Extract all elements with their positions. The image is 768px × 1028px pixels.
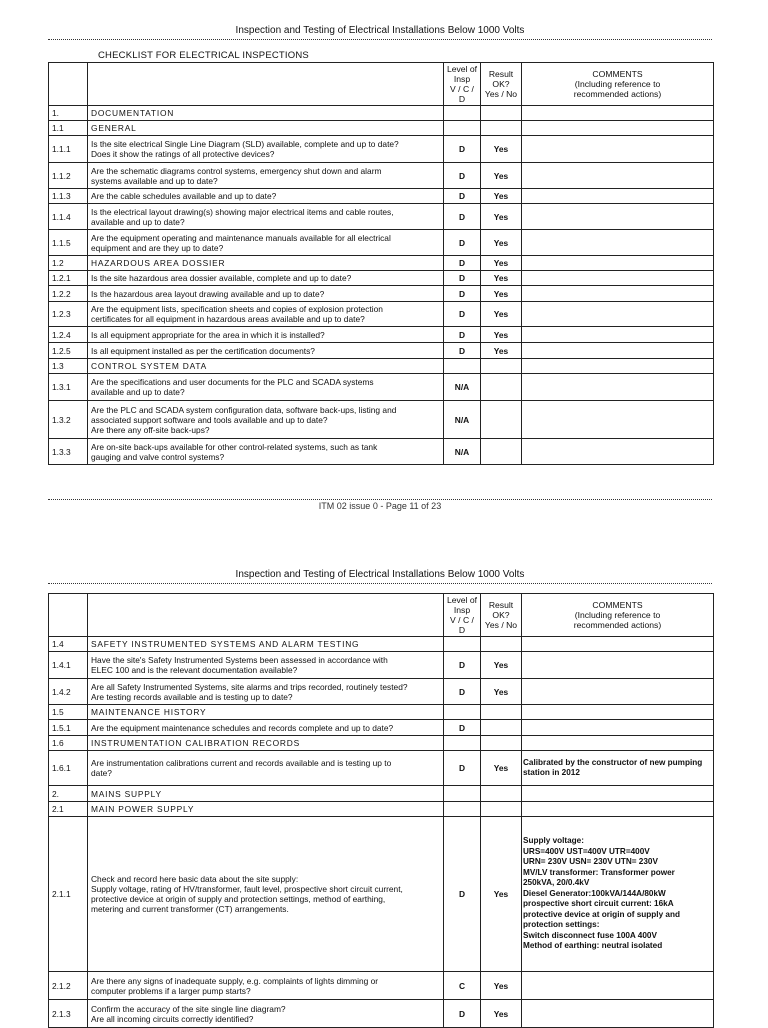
question-line: Does it show the ratings of all protective devices? xyxy=(91,149,275,159)
result-ok: Yes xyxy=(481,343,522,359)
item-question xyxy=(88,359,444,374)
comments-cell xyxy=(522,163,714,189)
item-number: 1.1.1 xyxy=(49,136,88,163)
comments-cell xyxy=(522,972,714,1000)
inspection-level: N/A xyxy=(444,439,481,465)
item-number: 1.1.5 xyxy=(49,230,88,256)
question-line: gauging and valve control systems? xyxy=(91,451,225,462)
table-header-row xyxy=(49,594,714,637)
item-question xyxy=(88,736,444,751)
question-column-header xyxy=(88,594,444,637)
item-question xyxy=(88,121,444,136)
table-row xyxy=(49,121,714,136)
result-ok: Yes xyxy=(481,286,522,302)
comments-cell xyxy=(522,286,714,302)
comments-cell xyxy=(522,1000,714,1028)
table-row xyxy=(49,136,714,163)
result-ok: Yes xyxy=(481,972,522,1000)
item-number: 2.1.3 xyxy=(49,1000,88,1028)
comments-column-header: COMMENTS (Including reference to recommended actions) xyxy=(522,63,714,106)
item-number: 1.1.3 xyxy=(49,189,88,204)
result-column-header: Result OK? Yes / No xyxy=(481,63,522,106)
result-ok: Yes xyxy=(481,679,522,705)
question-line: Confirm the accuracy of the site single line diagram? xyxy=(91,1003,286,1014)
inspection-level: D xyxy=(444,163,481,189)
table-row xyxy=(49,817,714,972)
item-question xyxy=(88,679,444,705)
inspection-level: D xyxy=(444,271,481,286)
table-body xyxy=(49,637,714,1028)
question-line: Is the electrical layout drawing(s) showing major electrical items and cable routes, xyxy=(91,206,394,217)
comment-line: Calibrated by the constructor of new pumping xyxy=(523,757,703,767)
question-line: INSTRUMENTATION CALIBRATION RECORDS xyxy=(91,738,300,748)
inspection-level: N/A xyxy=(444,374,481,401)
question-line: ELEC 100 and is the relevant documentation available? xyxy=(91,665,298,675)
inspection-level: D xyxy=(444,189,481,204)
table-row xyxy=(49,802,714,817)
comments-cell xyxy=(522,802,714,817)
question-line: Are the schematic diagrams control systems, emergency shut down and alarm xyxy=(91,165,382,176)
inspection-level xyxy=(444,802,481,817)
question-line: computer problems if a larger pump starts? xyxy=(91,985,251,996)
comments-cell xyxy=(522,736,714,751)
inspection-level: D xyxy=(444,256,481,271)
item-number: 2.1.1 xyxy=(49,817,88,972)
table-row xyxy=(49,286,714,302)
comments-column-header: COMMENTS (Including reference to recommended actions) xyxy=(522,594,714,637)
question-line: associated support software and tools available and up to date? xyxy=(91,414,328,425)
table-row xyxy=(49,652,714,679)
comment-line: Method of earthing: neutral isolated xyxy=(523,941,663,951)
table-row xyxy=(49,359,714,374)
question-line: Is the site electrical Single Line Diagram (SLD) available, complete and up to date? xyxy=(91,139,399,149)
item-number: 1.2.2 xyxy=(49,286,88,302)
item-number: 1.6.1 xyxy=(49,751,88,786)
item-question xyxy=(88,163,444,189)
comments-cell xyxy=(522,302,714,327)
comment-line: protective device at origin of supply and xyxy=(523,909,680,919)
result-ok: Yes xyxy=(481,302,522,327)
question-line: Check and record here basic data about the site supply: xyxy=(91,874,299,884)
item-number: 1.3.3 xyxy=(49,439,88,465)
level-column-header: Level of Insp V / C / D xyxy=(444,63,481,106)
table-row xyxy=(49,679,714,705)
comment-line: URN= 230V USN= 230V UTN= 230V xyxy=(523,857,658,867)
question-line: Are there any off-site back-ups? xyxy=(91,424,210,435)
question-line: CONTROL SYSTEM DATA xyxy=(91,361,208,371)
question-line: Are the cable schedules available and up to date? xyxy=(91,191,277,201)
question-line: protective device at origin of supply and protection settings, method of earthing, xyxy=(91,894,386,904)
result-ok: Yes xyxy=(481,189,522,204)
question-line: MAINS SUPPLY xyxy=(91,788,162,799)
comments-cell xyxy=(522,230,714,256)
item-number: 1.5.1 xyxy=(49,720,88,736)
comment-line: Diesel Generator:100kVA/144A/80kW xyxy=(523,888,666,898)
item-question xyxy=(88,652,444,679)
item-question xyxy=(88,972,444,1000)
result-ok: Yes xyxy=(481,163,522,189)
question-line: MAINTENANCE HISTORY xyxy=(91,707,207,717)
result-ok xyxy=(481,106,522,121)
result-ok xyxy=(481,786,522,802)
table-row xyxy=(49,401,714,439)
comment-line: URS=400V UST=400V UTR=400V xyxy=(523,846,650,856)
checklist-table-1 xyxy=(48,62,714,465)
comment-line: 250kVA, 20/0.4kV xyxy=(523,878,590,888)
item-number: 2.1 xyxy=(49,802,88,817)
table-row xyxy=(49,1000,714,1028)
item-number: 1.1.4 xyxy=(49,204,88,230)
result-ok: Yes xyxy=(481,256,522,271)
item-number: 2.1.2 xyxy=(49,972,88,1000)
item-question xyxy=(88,256,444,271)
item-number: 1. xyxy=(49,106,88,121)
table-row xyxy=(49,705,714,720)
result-ok: Yes xyxy=(481,230,522,256)
comment-line: prospective short circuit current: 16kA xyxy=(523,899,674,909)
page-header: Inspection and Testing of Electrical Installations Below 1000 Volts xyxy=(235,25,525,36)
item-number: 1.2 xyxy=(49,256,88,271)
item-number: 1.1.2 xyxy=(49,163,88,189)
comment-line: station in 2012 xyxy=(523,768,580,777)
comments-cell xyxy=(522,705,714,720)
result-ok xyxy=(481,401,522,439)
comments-cell xyxy=(522,256,714,271)
table-row xyxy=(49,271,714,286)
question-line: HAZARDOUS AREA DOSSIER xyxy=(91,258,226,268)
item-number: 1.2.1 xyxy=(49,271,88,286)
comments-cell xyxy=(522,271,714,286)
question-line: Are testing records available and is testing up to date? xyxy=(91,691,293,702)
question-line: Are there any signs of inadequate supply, e.g. complaints of lights dimming or xyxy=(91,975,379,986)
comments-cell xyxy=(522,136,714,163)
table-body xyxy=(49,106,714,465)
result-column-header: Result OK? Yes / No xyxy=(481,594,522,637)
inspection-level: D xyxy=(444,286,481,302)
checklist-table-2 xyxy=(48,593,714,1028)
question-line: Are on-site back-ups available for other control-related systems, such as tank xyxy=(91,441,378,452)
question-line: Supply voltage, rating of HV/transformer, fault level, prospective short circuit current, xyxy=(91,884,403,894)
question-line: DOCUMENTATION xyxy=(91,108,175,118)
table-row xyxy=(49,439,714,465)
comments-cell xyxy=(522,637,714,652)
comments-cell xyxy=(522,817,714,972)
question-line: systems available and up to date? xyxy=(91,175,218,186)
item-question xyxy=(88,705,444,720)
comments-cell xyxy=(522,327,714,343)
question-line: Are all Safety Instrumented Systems, site alarms and trips recorded, routinely tested? xyxy=(91,681,408,692)
inspection-level: D xyxy=(444,652,481,679)
inspection-level xyxy=(444,359,481,374)
result-ok xyxy=(481,720,522,736)
item-question xyxy=(88,327,444,343)
footer-divider xyxy=(48,499,712,500)
comments-cell xyxy=(522,786,714,802)
question-line: equipment and are they up to date? xyxy=(91,242,224,253)
question-line: available and up to date? xyxy=(91,387,185,397)
item-question xyxy=(88,204,444,230)
question-line: Are the equipment operating and maintenance manuals available for all electrical xyxy=(91,232,391,243)
question-column-header xyxy=(88,63,444,106)
item-number: 1.3.2 xyxy=(49,401,88,439)
inspection-level: D xyxy=(444,817,481,972)
result-ok: Yes xyxy=(481,271,522,286)
question-line: Is the site hazardous area dossier available, complete and up to date? xyxy=(91,273,352,283)
inspection-level: D xyxy=(444,343,481,359)
question-line: Have the site's Safety Instrumented Systems been assessed in accordance with xyxy=(91,655,388,665)
question-line: Are the PLC and SCADA system configuration data, software back-ups, listing and xyxy=(91,404,397,415)
result-ok xyxy=(481,439,522,465)
comments-cell xyxy=(522,343,714,359)
item-question xyxy=(88,720,444,736)
table-row xyxy=(49,736,714,751)
table-row xyxy=(49,637,714,652)
item-question xyxy=(88,751,444,786)
table-row xyxy=(49,720,714,736)
page-header-2: Inspection and Testing of Electrical Installations Below 1000 Volts xyxy=(235,569,525,580)
question-line: date? xyxy=(91,768,112,778)
result-ok: Yes xyxy=(481,327,522,343)
item-number: 2. xyxy=(49,786,88,802)
table-header-row xyxy=(49,63,714,106)
comments-cell xyxy=(522,720,714,736)
result-ok: Yes xyxy=(481,652,522,679)
inspection-level: D xyxy=(444,327,481,343)
table-row xyxy=(49,189,714,204)
item-question xyxy=(88,189,444,204)
item-question xyxy=(88,271,444,286)
question-line: Are all incoming circuits correctly identified? xyxy=(91,1013,254,1024)
table-row xyxy=(49,230,714,256)
comments-cell xyxy=(522,189,714,204)
result-ok: Yes xyxy=(481,204,522,230)
page-footer: ITM 02 issue 0 - Page 11 of 23 xyxy=(318,501,442,511)
inspection-level: D xyxy=(444,136,481,163)
comment-line: Switch disconnect fuse 100A 400V xyxy=(523,930,657,940)
item-number: 1.3.1 xyxy=(49,374,88,401)
inspection-level xyxy=(444,121,481,136)
comments-cell xyxy=(522,679,714,705)
item-number: 1.5 xyxy=(49,705,88,720)
inspection-level: D xyxy=(444,204,481,230)
table-row xyxy=(49,327,714,343)
result-ok xyxy=(481,374,522,401)
result-ok xyxy=(481,637,522,652)
item-question xyxy=(88,817,444,972)
inspection-level: D xyxy=(444,302,481,327)
inspection-level: D xyxy=(444,720,481,736)
table-row xyxy=(49,106,714,121)
result-ok: Yes xyxy=(481,817,522,972)
question-line: metering and current transformer (CT) arrangements. xyxy=(91,904,289,914)
question-line: SAFETY INSTRUMENTED SYSTEMS AND ALARM TESTING xyxy=(91,639,360,649)
question-line: Is all equipment appropriate for the area in which it is installed? xyxy=(91,329,325,340)
checklist-title: CHECKLIST FOR ELECTRICAL INSPECTIONS xyxy=(98,50,309,61)
comments-cell xyxy=(522,359,714,374)
item-question xyxy=(88,401,444,439)
item-number: 1.3 xyxy=(49,359,88,374)
comment-line: MV/LV transformer: Transformer power xyxy=(523,867,675,877)
item-number: 1.4.2 xyxy=(49,679,88,705)
number-column-header xyxy=(49,63,88,106)
table-row xyxy=(49,374,714,401)
item-question xyxy=(88,802,444,817)
question-line: available and up to date? xyxy=(91,216,185,227)
item-number: 1.1 xyxy=(49,121,88,136)
inspection-level: C xyxy=(444,972,481,1000)
item-number: 1.2.4 xyxy=(49,327,88,343)
item-question xyxy=(88,439,444,465)
item-number: 1.4.1 xyxy=(49,652,88,679)
question-line: certificates for all equipment in hazardous areas available and up to date? xyxy=(91,314,365,324)
item-question xyxy=(88,374,444,401)
table-row xyxy=(49,302,714,327)
item-number: 1.2.5 xyxy=(49,343,88,359)
inspection-level: D xyxy=(444,1000,481,1028)
item-question xyxy=(88,136,444,163)
comments-cell xyxy=(522,439,714,465)
table-row xyxy=(49,204,714,230)
item-question xyxy=(88,343,444,359)
header-divider-2 xyxy=(48,583,712,584)
inspection-level xyxy=(444,637,481,652)
comments-cell xyxy=(522,121,714,136)
header-divider xyxy=(48,39,712,40)
question-line: Is all equipment installed as per the certification documents? xyxy=(91,345,315,356)
result-ok xyxy=(481,802,522,817)
result-ok xyxy=(481,121,522,136)
comments-cell xyxy=(522,652,714,679)
question-line: Are the equipment lists, specification sheets and copies of explosion protection xyxy=(91,304,383,314)
result-ok xyxy=(481,736,522,751)
comments-cell xyxy=(522,374,714,401)
item-question xyxy=(88,1000,444,1028)
question-line: GENERAL xyxy=(91,123,137,133)
item-number: 1.2.3 xyxy=(49,302,88,327)
item-question xyxy=(88,302,444,327)
comments-cell xyxy=(522,204,714,230)
item-number: 1.6 xyxy=(49,736,88,751)
inspection-level: D xyxy=(444,751,481,786)
item-question xyxy=(88,786,444,802)
result-ok: Yes xyxy=(481,751,522,786)
table-row xyxy=(49,751,714,786)
question-line: Are the specifications and user documents for the PLC and SCADA systems xyxy=(91,377,374,387)
item-question xyxy=(88,637,444,652)
result-ok: Yes xyxy=(481,136,522,163)
question-line: Are the equipment maintenance schedules and records complete and up to date? xyxy=(91,722,394,733)
question-line: MAIN POWER SUPPLY xyxy=(91,804,195,814)
table-row xyxy=(49,786,714,802)
inspection-level: D xyxy=(444,679,481,705)
table-row xyxy=(49,972,714,1000)
inspection-level xyxy=(444,736,481,751)
table-row xyxy=(49,163,714,189)
item-question xyxy=(88,106,444,121)
result-ok xyxy=(481,705,522,720)
item-question xyxy=(88,230,444,256)
number-column-header xyxy=(49,594,88,637)
result-ok xyxy=(481,359,522,374)
item-question xyxy=(88,286,444,302)
result-ok: Yes xyxy=(481,1000,522,1028)
inspection-level xyxy=(444,106,481,121)
comments-cell xyxy=(522,401,714,439)
inspection-level: N/A xyxy=(444,401,481,439)
comment-line: protection settings: xyxy=(523,920,600,930)
inspection-level xyxy=(444,705,481,720)
question-line: Is the hazardous area layout drawing available and up to date? xyxy=(91,288,325,299)
inspection-level xyxy=(444,786,481,802)
level-column-header: Level of Insp V / C / D xyxy=(444,594,481,637)
table-row xyxy=(49,256,714,271)
question-line: Are instrumentation calibrations current and records available and is testing up to xyxy=(91,758,392,768)
comments-cell xyxy=(522,106,714,121)
item-number: 1.4 xyxy=(49,637,88,652)
table-row xyxy=(49,343,714,359)
comment-line: Supply voltage: xyxy=(523,836,584,846)
inspection-level: D xyxy=(444,230,481,256)
comments-cell xyxy=(522,751,714,786)
